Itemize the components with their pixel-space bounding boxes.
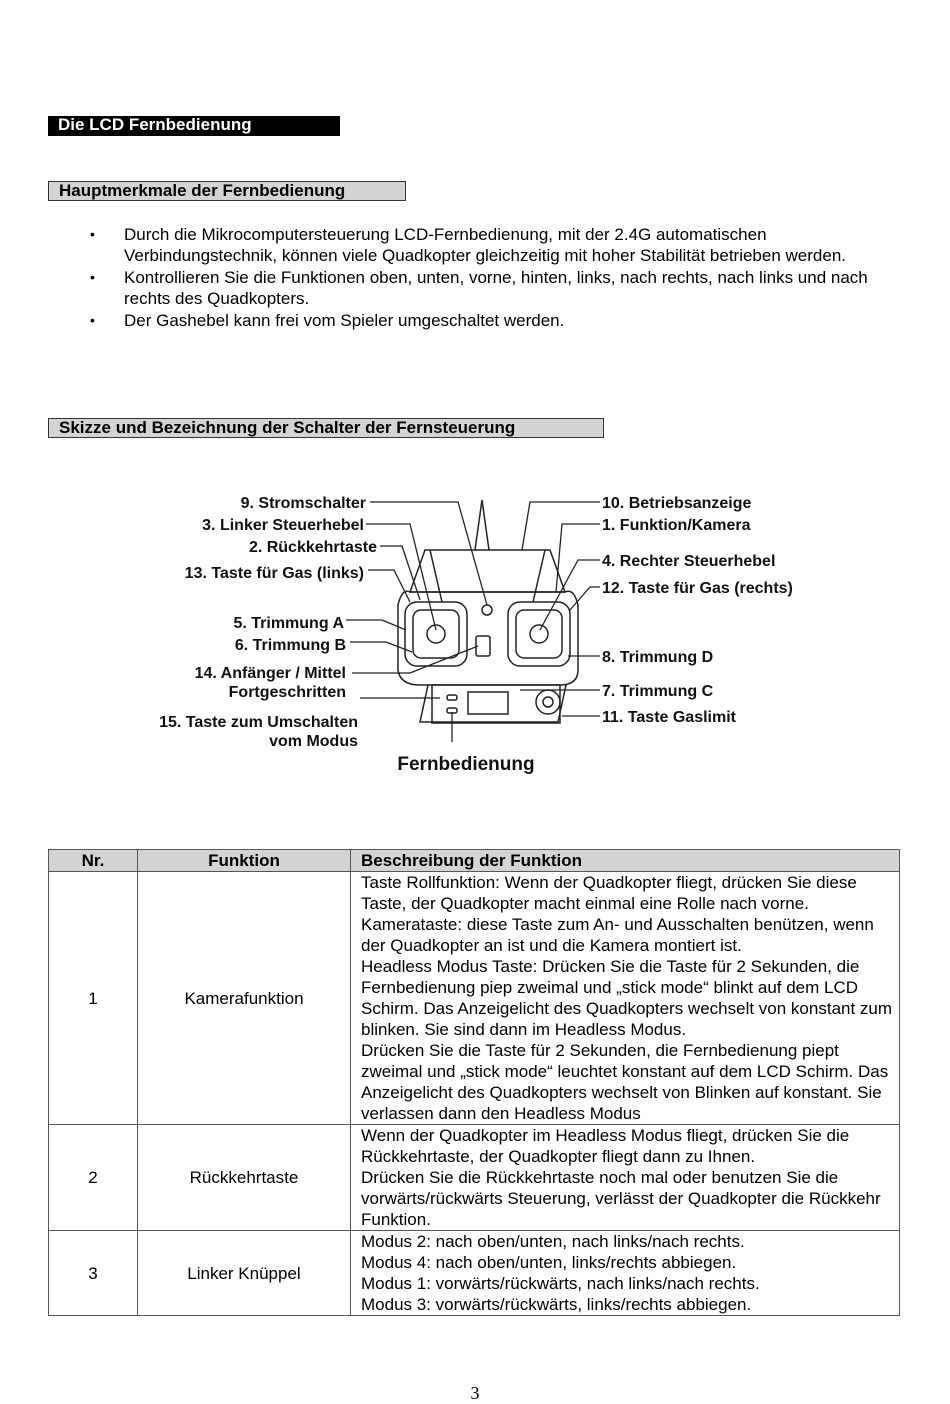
features-list: [86, 224, 896, 332]
label-9-stromschalter: 9. Stromschalter: [240, 495, 366, 512]
desc-paragraph: Taste Rollfunktion: Wenn der Quadkopter fliegt, drücken Sie diese Taste, der Quadkopter macht einmal eine Rolle nach vorne.: [361, 873, 857, 913]
header-beschreibung: Beschreibung der Funktion: [351, 850, 900, 872]
list-item: • Kontrollieren Sie die Funktionen oben, unten, vorne, hinten, links, nach rechts, nach links und nach rechts des Quadkopters.: [86, 267, 896, 309]
desc-paragraph: Drücken Sie die Rückkehrtaste noch mal oder benutzen Sie die vorwärts/rückwärts Steuerung, verlässt der Quadkopter die Rückkehr Funktion.: [361, 1168, 881, 1229]
cell-funktion: Kamerafunktion: [138, 872, 351, 1125]
cell-nr: 1: [49, 872, 138, 1125]
remote-control-diagram: [120, 480, 840, 780]
label-11-taste-gaslimit: 11. Taste Gaslimit: [602, 709, 736, 726]
label-15-vom-modus: vom Modus: [269, 733, 358, 750]
desc-paragraph: Modus 4: nach oben/unten, links/rechts abbiegen.: [361, 1253, 737, 1272]
desc-paragraph: Kamerataste: diese Taste zum An- und Ausschalten benützen, wenn der Quadkopter an ist und die Kamera montiert ist.: [361, 915, 874, 955]
label-14-fortgeschritten: Fortgeschritten: [228, 684, 346, 701]
label-10-betriebsanzeige: 10. Betriebsanzeige: [602, 495, 752, 512]
diagram-caption: Fernbedienung: [397, 754, 535, 775]
cell-funktion: Rückkehrtaste: [138, 1125, 351, 1231]
desc-paragraph: Modus 3: vorwärts/rückwärts, links/rechts abbiegen.: [361, 1295, 752, 1314]
table-row: [49, 1125, 900, 1231]
cell-funktion: Linker Knüppel: [138, 1231, 351, 1316]
header-nr: Nr.: [49, 850, 138, 872]
cell-beschreibung: [351, 872, 900, 1125]
label-2-rueckkehrtaste: 2. Rückkehrtaste: [248, 539, 377, 556]
function-table: [48, 849, 900, 1316]
label-8-trimmung-d: 8. Trimmung D: [602, 649, 714, 666]
label-3-linker-steuerhebel: 3. Linker Steuerhebel: [202, 517, 364, 534]
table-row: [49, 872, 900, 1125]
cell-beschreibung: [351, 1231, 900, 1316]
label-1-funktion-kamera: 1. Funktion/Kamera: [602, 517, 751, 534]
desc-paragraph: Wenn der Quadkopter im Headless Modus fliegt, drücken Sie die Rückkehrtaste, der Quadkopter fliegt dann zu Ihnen.: [361, 1126, 850, 1166]
desc-paragraph: Headless Modus Taste: Drücken Sie die Taste für 2 Sekunden, die Fernbedienung piep zweimal und „stick mode“ blinkt auf dem LCD Schirm. Das Anzeigelicht des Quadkopters wechselt von konstant zum blinken. Sie sind dann im Headless Modus.: [361, 957, 893, 1039]
sketch-heading: Skizze und Bezeichnung der Schalter der Fernsteuerung: [48, 418, 604, 438]
cell-beschreibung: [351, 1125, 900, 1231]
features-heading: Hauptmerkmale der Fernbedienung: [48, 181, 406, 201]
desc-paragraph: Modus 1: vorwärts/rückwärts, nach links/nach rechts.: [361, 1274, 760, 1293]
table-row: [49, 1231, 900, 1316]
label-14-anfaenger-mittel: 14. Anfänger / Mittel: [194, 665, 346, 682]
label-12-gas-rechts: 12. Taste für Gas (rechts): [602, 580, 793, 597]
cell-nr: 2: [49, 1125, 138, 1231]
table-header-row: [49, 850, 900, 872]
cell-nr: 3: [49, 1231, 138, 1316]
label-13-gas-links: 13. Taste für Gas (links): [184, 565, 364, 582]
page-number: 3: [470, 1383, 480, 1403]
section-heading: Die LCD Fernbedienung: [48, 116, 340, 136]
desc-paragraph: Modus 2: nach oben/unten, nach links/nach rechts.: [361, 1232, 745, 1251]
header-funktion: Funktion: [138, 850, 351, 872]
list-item: • Durch die Mikrocomputersteuerung LCD-Fernbedienung, mit der 2.4G automatischen Verbindungstechnik, können viele Quadkopter gleichzeitig mit hoher Stabilität betrieben werden.: [86, 224, 896, 266]
label-5-trimmung-a: 5. Trimmung A: [233, 615, 344, 632]
label-15-umschalten: 15. Taste zum Umschalten: [159, 714, 358, 731]
label-7-trimmung-c: 7. Trimmung C: [602, 683, 714, 700]
label-6-trimmung-b: 6. Trimmung B: [234, 637, 346, 654]
list-item: • Der Gashebel kann frei vom Spieler umgeschaltet werden.: [86, 310, 896, 331]
label-4-rechter-steuerhebel: 4. Rechter Steuerhebel: [602, 553, 776, 570]
desc-paragraph: Drücken Sie die Taste für 2 Sekunden, die Fernbedienung piept zweimal und „stick mode“ leuchtet konstant auf dem LCD Schirm. Das Anzeigelicht des Quadkopters wechselt von Blinken auf konstant. Sie verlassen dann den Headless Modus: [361, 1041, 889, 1123]
